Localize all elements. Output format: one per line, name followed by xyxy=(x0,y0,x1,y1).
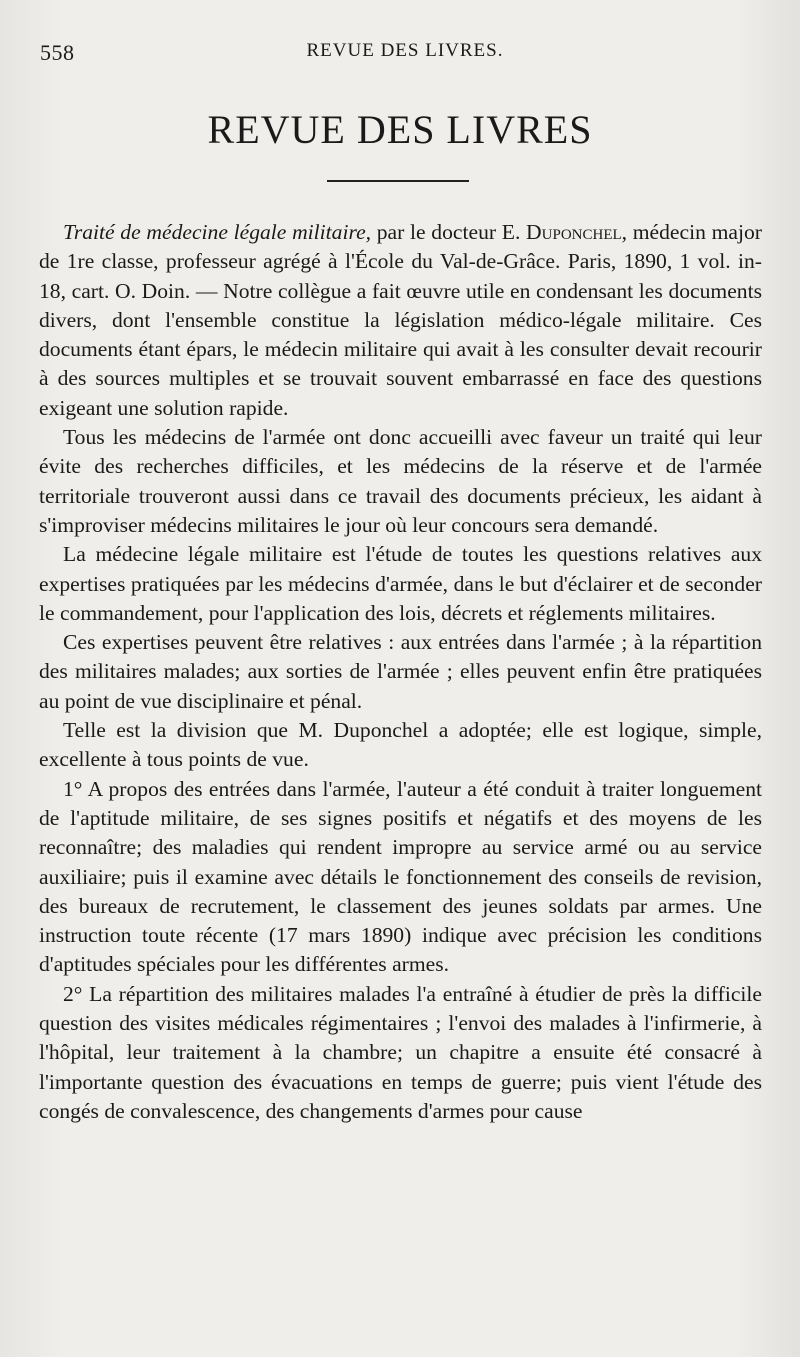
paragraph: 2° La répartition des militaires malades l'a entraîné à étudier de près la difficile question des visites médicales régimentaires ; l'envoi des malades à l'infirmerie, à l'hôpital, leur traitement à la chambre; un chapitre a ensuite été consacré à l'importante question des évacuations en temps de guerre; puis vient l'étude des congés de convalescence, des changements d'armes pour cause xyxy=(39,981,762,1123)
page-number: 558 xyxy=(40,40,75,65)
review-intro-paragraph xyxy=(39,218,762,423)
intro-text: , médecin major de 1re classe, professeur agrégé à l'École du Val-de-Grâce. Paris, 1890, 1 vol. in-18, cart. O. Doin. — Notre collègue a fait œuvre utile en condensant les documents divers, dont l'ensemble constitue la législation médico-légale militaire. Ces documents étant épars, le médecin militaire qui avait à les consulter devait recourir à des sources multiples et se trouvait souvent embarrassé en face des questions exigeant une solution rapide. xyxy=(39,220,762,420)
article-body xyxy=(39,218,762,1126)
book-title: Traité de médecine légale militaire, xyxy=(63,220,372,244)
running-title: REVUE DES LIVRES. xyxy=(306,40,504,61)
paragraph: Telle est la division que M. Duponchel a adoptée; elle est logique, simple, excellente à tous points de vue. xyxy=(39,718,762,772)
section-title: REVUE DES LIVRES xyxy=(207,107,593,152)
author-name: Duponchel xyxy=(526,220,622,244)
running-head xyxy=(40,30,770,66)
author-prefix: par le docteur E. xyxy=(371,220,527,244)
paragraph: La médecine légale militaire est l'étude de toutes les questions relatives aux expertises pratiquées par les médecins d'armée, dans le but d'éclairer et de seconder le commandement, pour l'application des lois, décrets et réglements militaires. xyxy=(39,542,762,625)
paragraph: 1° A propos des entrées dans l'armée, l'auteur a été conduit à traiter longuement de l'aptitude militaire, de ses signes positifs et négatifs et des moyens de les reconnaître; des maladies qui rendent impropre au service armé ou au service auxiliaire; puis il examine avec détails le fonctionnement des conseils de revision, des bureaux de recrutement, le classement des jeunes soldats par armes. Une instruction toute récente (17 mars 1890) indique avec précision les conditions d'aptitudes spéciales pour les différentes armes. xyxy=(39,776,762,977)
paragraph: Tous les médecins de l'armée ont donc accueilli avec faveur un traité qui leur évite des recherches difficiles, et les médecins de la réserve et de l'armée territoriale trouveront aussi dans ce travail des documents précieux, les aidant à s'improviser médecins militaires le jour où leur concours sera demandé. xyxy=(39,425,762,537)
paragraph: Ces expertises peuvent être relatives : aux entrées dans l'armée ; à la répartition des militaires malades; aux sorties de l'armée ; elles peuvent enfin être pratiquées au point de vue disciplinaire et pénal. xyxy=(39,630,762,713)
title-rule xyxy=(327,180,469,182)
